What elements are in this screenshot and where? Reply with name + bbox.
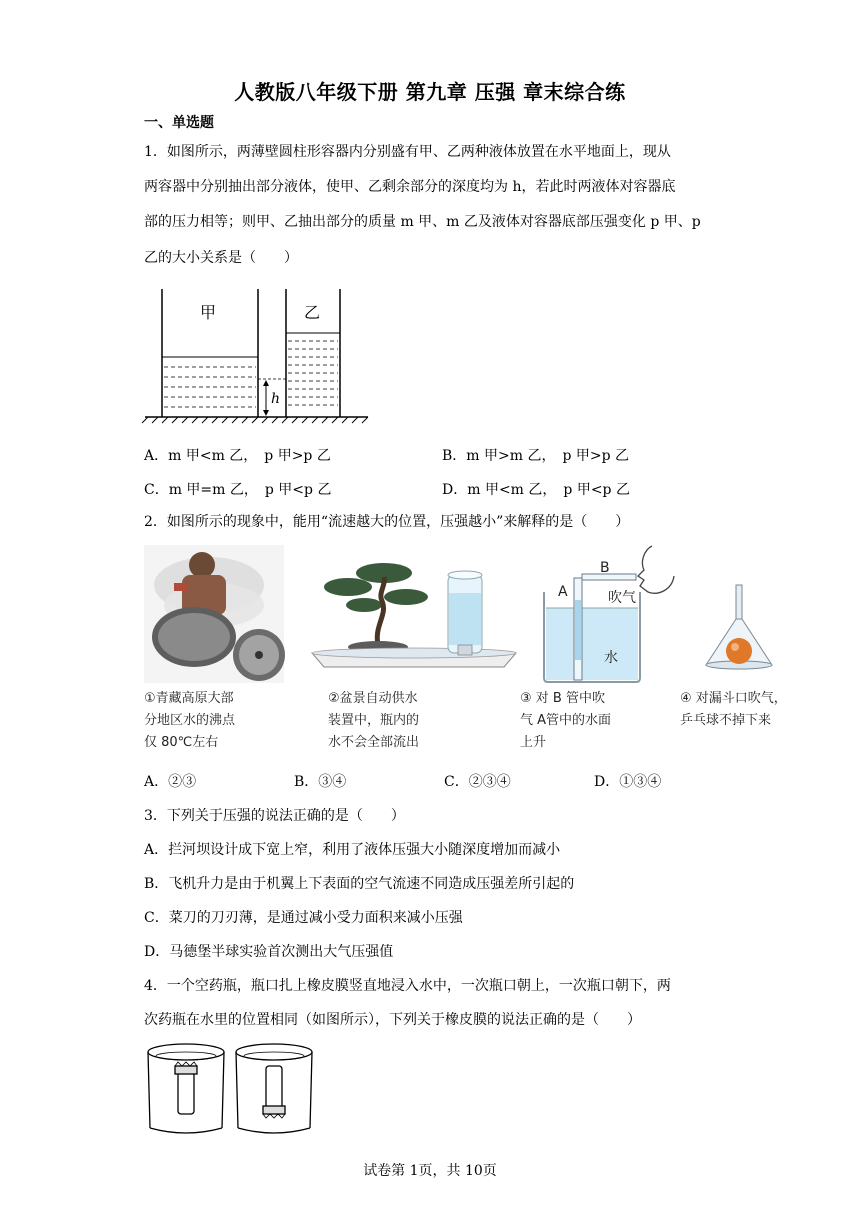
q2-figure-boiling-pot [144,545,284,683]
q2-stem: 2．如图所示的现象中，能用“流速越大的位置，压强越小”来解释的是（ ） [144,514,630,530]
beaker-left [148,1044,224,1133]
q2-option-a[interactable]: A．②③ [144,774,197,790]
label-jia: 甲 [200,303,217,322]
q1-option-a[interactable]: A．m 甲<m 乙， p 甲>p 乙 [144,448,331,464]
q4-stem-line1: 4．一个空药瓶，瓶口扎上橡皮膜竖直地浸入水中，一次瓶口朝上，一次瓶口朝下，两 [144,978,671,994]
page-footer: 试卷第 1页，共 10页 [363,1163,497,1179]
q4-stem-line2: 次药瓶在水里的位置相同（如图所示），下列关于橡皮膜的说法正确的是（ ） [144,1012,641,1028]
q2-figure-tubes [536,540,678,685]
q2-option-b[interactable]: B．③④ [294,774,347,790]
q2-caption-1: ①青藏高原大部 分地区水的沸点 仅 80℃左右 [144,691,236,750]
q3-option-b[interactable]: B．飞机升力是由于机翼上下表面的空气流速不同造成压强差所引起的 [144,876,575,892]
q3-option-c[interactable]: C．菜刀的刀刃薄，是通过减小受力面积来减小压强 [144,910,463,926]
q3-option-a[interactable]: A．拦河坝设计成下宽上窄，利用了液体压强大小随深度增加而减小 [144,842,561,858]
q2-option-c[interactable]: C．②③④ [444,774,511,790]
q2-caption-2: ②盆景自动供水 装置中，瓶内的 水不会全部流出 [328,691,420,750]
q1-container-figure [140,285,380,425]
fig3-label-b: B [600,560,610,576]
q1-option-d[interactable]: D．m 甲<m 乙， p 甲<p 乙 [442,482,630,498]
q4-bottle-figure [144,1040,334,1140]
q1-stem-line4: 乙的大小关系是（ ） [144,250,298,266]
page-title: 人教版八年级下册 第九章 压强 章末综合练 [234,80,626,104]
fig3-label-blow: 吹气 [608,590,636,606]
ground-hatch [142,417,368,423]
q2-figure-funnel [700,585,780,675]
q3-stem: 3．下列关于压强的说法正确的是（ ） [144,808,405,824]
section-heading: 一、单选题 [144,115,214,131]
q1-option-c[interactable]: C．m 甲=m 乙， p 甲<p 乙 [144,482,332,498]
bonsai-foliage [324,563,428,612]
q1-stem-line1: 1．如图所示，两薄壁圆柱形容器内分别盛有甲、乙两种液体放置在水平地面上，现从 [144,144,671,160]
q2-option-d[interactable]: D．①③④ [594,774,662,790]
q2-figure-bonsai [308,545,520,670]
fig3-label-water: 水 [604,650,618,666]
label-yi: 乙 [304,303,321,322]
q2-caption-3: ③ 对 B 管中吹 气 A管中的水面 上升 [520,691,612,750]
q1-option-b[interactable]: B．m 甲>m 乙， p 甲>p 乙 [442,448,630,464]
fig3-label-a: A [558,584,568,600]
beaker-right [236,1044,312,1133]
label-h: h [271,391,281,407]
q3-option-d[interactable]: D．马德堡半球实验首次测出大气压强值 [144,944,394,960]
q1-stem-line2: 两容器中分别抽出部分液体，使甲、乙剩余部分的深度均为 h，若此时两液体对容器底 [144,179,676,195]
q2-caption-4: ④ 对漏斗口吹气， 乒乓球不掉下来 [680,691,787,728]
q1-stem-line3: 部的压力相等；则甲、乙抽出部分的质量 m 甲、m 乙及液体对容器底部压强变化 p 甲、p [144,214,701,230]
